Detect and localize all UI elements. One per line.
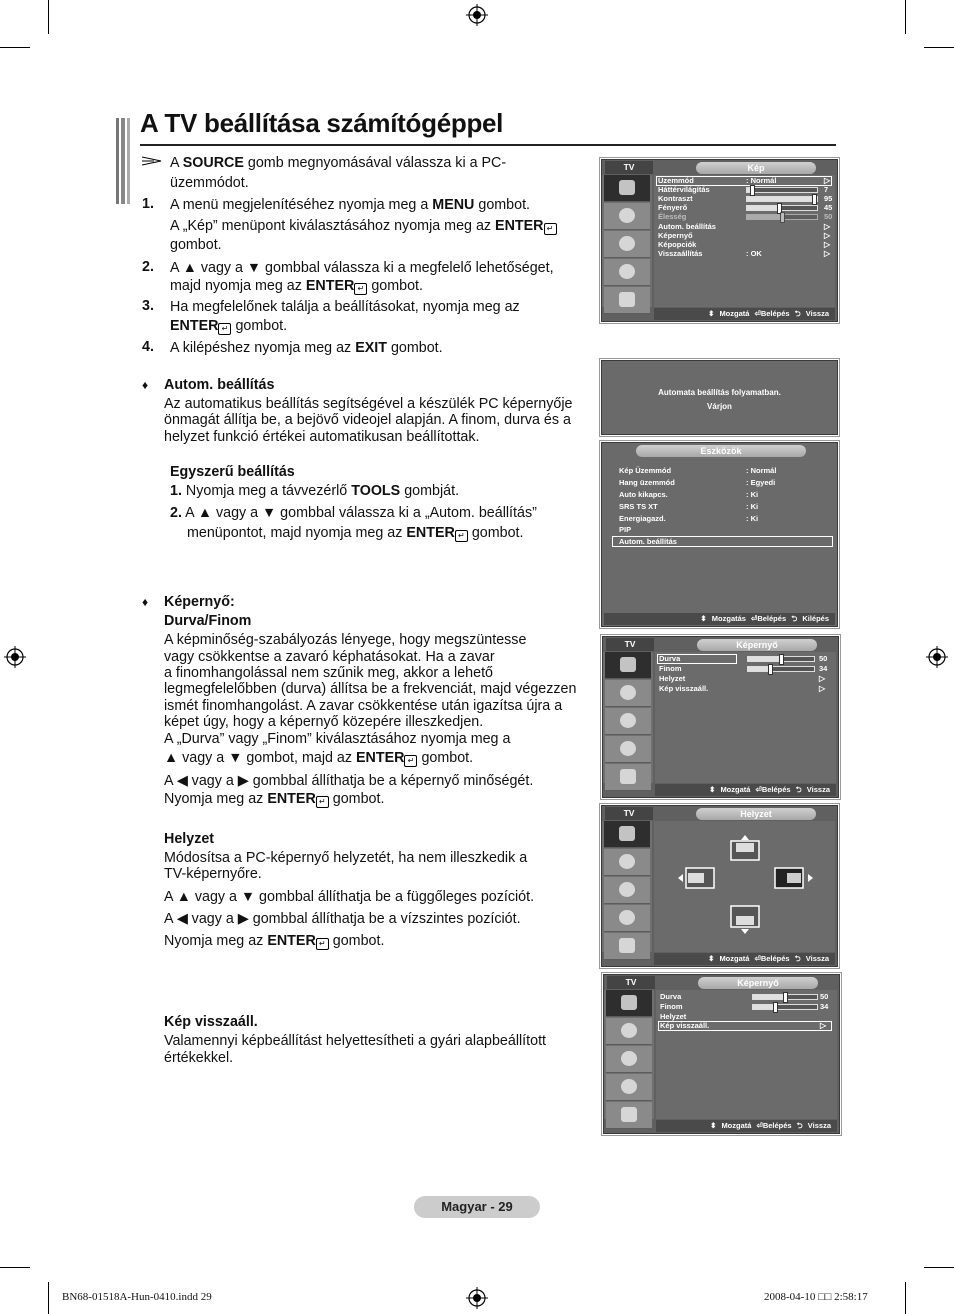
arrow-right-icon: ▷ (824, 249, 831, 258)
setup-icon[interactable] (604, 905, 650, 932)
autom-text: Az automatikus beállítás segítségével a készülék PC képernyője (164, 396, 573, 412)
menu-row[interactable]: Fényerő 45 (658, 203, 833, 212)
menu-row[interactable]: Durva 50 (659, 654, 828, 663)
tv-label: TV (607, 976, 655, 989)
crop-mark (905, 1282, 906, 1314)
sound-icon[interactable] (606, 1018, 652, 1045)
slider-bar[interactable] (747, 666, 815, 672)
step-number: 3. (142, 298, 154, 314)
kepernyo-text: A „Durva” vagy „Finom” kiválasztásához nyomja meg a (164, 731, 511, 747)
title-rule (140, 144, 836, 146)
arrow-right-icon: ▷ (819, 674, 826, 683)
bullet-diamond-icon: ♦ (142, 378, 149, 392)
menu-row[interactable]: Háttérvilágítás 7 (658, 185, 829, 194)
enter-icon: ↵ (316, 938, 329, 950)
crop-mark (48, 1282, 49, 1314)
kepernyo-text: ▲ vagy a ▼ gombot, majd az ENTER ↵ gombot. (164, 750, 474, 766)
slider-bar[interactable] (747, 656, 815, 662)
menu-footer: ⬍ Mozgatá ⏎Belépés ⮌ Vissza (655, 784, 836, 796)
tv-screen-picture-menu (601, 159, 838, 322)
menu-row[interactable]: Helyzet ▷ (659, 674, 826, 683)
kepernyo-text: legmegfelelőbben (durva) állítsa be a frekvenciát, majd végezzen (164, 681, 577, 697)
enter-icon: ↵ (354, 283, 367, 295)
autom-heading: Autom. beállítás (164, 377, 275, 393)
title-side-bar (116, 118, 130, 204)
menu-body (654, 175, 835, 307)
enter-icon: ↵ (218, 323, 231, 335)
position-down-icon (730, 905, 760, 935)
menu-row[interactable]: Finom 34 (660, 1002, 829, 1011)
menu-body (655, 652, 836, 783)
tv-screen-screen-menu (602, 636, 839, 798)
position-left-icon (678, 866, 716, 890)
step-1-line-1: A menü megjelenítéséhez nyomja meg a MENU gombot. (170, 197, 531, 213)
step-1-line-3: gombot. (170, 237, 222, 253)
setup-icon[interactable] (606, 1074, 652, 1101)
step-3-line-2: ENTER ↵ gombot. (170, 318, 288, 334)
channel-icon[interactable] (604, 231, 650, 258)
slider-bar[interactable] (746, 205, 818, 211)
registration-mark-icon (926, 646, 948, 668)
kepernyo-text: vagy csökkentse a zavaró képhatásokat. Ha a zavar (164, 649, 495, 665)
kepernyo-text: A képminőség-szabályozás lényege, hogy megszüntesse (164, 632, 527, 648)
menu-row[interactable]: Képernyő ▷ (658, 231, 831, 240)
menu-header: Kép (696, 162, 816, 174)
footer-file: BN68-01518A-Hun-0410.indd 29 (62, 1291, 212, 1303)
kepernyo-text: ismét finomhangolást. A zavar csökkentése után igazítsa újra a (164, 698, 563, 714)
slider-bar[interactable] (746, 214, 818, 220)
menu-icon-column (602, 175, 652, 307)
helyzet-text: A ◀ vagy a ▶ gombbal állíthatja be a vízszintes pozíciót. (164, 911, 521, 927)
tools-row[interactable]: Autom. beállítás (619, 537, 677, 546)
enter-icon: ↵ (544, 223, 557, 235)
menu-row[interactable]: Élesség 50 (658, 212, 833, 221)
tv-label: TV (605, 161, 653, 174)
step-number: 4. (142, 339, 154, 355)
menu-row[interactable]: Autom. beállítás ▷ (658, 222, 831, 231)
enter-icon: ↵ (316, 796, 329, 808)
step-1-line-2: A „Kép” menüpont kiválasztásához nyomja meg az ENTER ↵ (170, 217, 557, 235)
position-up-icon (730, 835, 760, 861)
step-2-line-1: A ▲ vagy a ▼ gombbal válassza ki a megfelelő lehetőséget, (170, 260, 554, 276)
setup-icon[interactable] (605, 736, 651, 763)
sound-icon[interactable] (604, 849, 650, 876)
picture-icon[interactable] (604, 821, 650, 848)
helyzet-text: A ▲ vagy a ▼ gombbal állíthatja be a függőleges pozíciót. (164, 889, 535, 905)
helyzet-text: Nyomja meg az ENTER ↵ gombot. (164, 933, 385, 949)
menu-footer: ⬍ Mozgatá ⏎Belépés ⮌ Vissza (654, 953, 835, 965)
channel-icon[interactable] (605, 708, 651, 735)
tools-row[interactable]: PIP (619, 525, 632, 534)
footer-date: 2008-04-10 □□ 2:58:17 (764, 1291, 868, 1303)
kepernyo-sub: Durva/Finom (164, 613, 252, 629)
menu-row[interactable]: Helyzet (660, 1012, 687, 1021)
tv-screen-tools-menu (601, 442, 838, 627)
arrow-right-icon: ▷ (824, 231, 831, 240)
slider-bar[interactable] (752, 1004, 818, 1010)
channel-icon[interactable] (604, 877, 650, 904)
easy-step-1: 1. Nyomja meg a távvezérlő TOOLS gombját. (170, 483, 460, 499)
crop-mark (0, 47, 30, 48)
menu-icon-column (603, 652, 653, 783)
reset-heading: Kép visszaáll. (164, 1014, 258, 1030)
step-number: 2. (142, 259, 154, 275)
menu-header: Eszközök (636, 445, 806, 457)
reset-text: Valamennyi képbeállítást helyettesítheti a gyári alapbeállított (164, 1033, 547, 1049)
picture-icon[interactable] (604, 175, 650, 202)
enter-icon: ↵ (404, 755, 417, 767)
page-number-badge: Magyar - 29 (414, 1196, 540, 1218)
tools-row[interactable]: Hang üzemmód : Egyedi (619, 478, 776, 487)
tv-label: TV (606, 638, 654, 651)
tv-screen-position (601, 805, 838, 967)
input-icon[interactable] (606, 1102, 652, 1129)
channel-icon[interactable] (606, 1046, 652, 1073)
menu-row[interactable]: Kontraszt 95 (658, 194, 833, 203)
input-icon[interactable] (604, 287, 650, 314)
setup-icon[interactable] (604, 259, 650, 286)
registration-mark-icon (466, 4, 488, 26)
menu-row[interactable]: Visszaállítás : OK ▷ (658, 249, 831, 258)
kepernyo-text: a finomhangolással nem szűnik meg, akkor a lehető (164, 665, 494, 681)
menu-body (654, 821, 835, 952)
menu-icon-column (604, 990, 654, 1119)
crop-mark (48, 0, 49, 34)
menu-row[interactable]: Képopciók ▷ (658, 240, 831, 249)
helyzet-heading: Helyzet (164, 831, 215, 847)
arrow-right-icon: ▷ (824, 222, 831, 231)
menu-icon-column (602, 821, 652, 952)
page-title: A TV beállítása számítógéppel (140, 108, 504, 138)
kepernyo-heading: Képernyő: (164, 594, 235, 610)
intro-line-2: üzemmódot. (170, 175, 249, 191)
step-number: 1. (142, 196, 154, 212)
autom-text: önmagát állítja be, a bejövő videojel alapján. A finom, durva és a (164, 412, 571, 428)
tv-screen-screen-menu-reset (603, 974, 840, 1134)
menu-row[interactable]: Durva 50 (660, 992, 829, 1001)
tools-row[interactable]: SRS TS XT : Ki (619, 502, 759, 511)
slider-bar[interactable] (752, 994, 818, 1000)
menu-row[interactable]: Finom 34 (659, 664, 828, 673)
easy-step-2: 2. A ▲ vagy a ▼ gombbal válassza ki a „Autom. beállítás” (170, 505, 537, 521)
helyzet-text: TV-képernyőre. (164, 866, 262, 882)
kepernyo-text: képet úgy, hogy a képernyő közepére illeszkedjen. (164, 714, 484, 730)
helyzet-text: Módosítsa a PC-képernyő helyzetét, ha nem illeszkedik a (164, 850, 528, 866)
slider-bar[interactable] (746, 187, 818, 193)
kepernyo-text: Nyomja meg az ENTER ↵ gombot. (164, 791, 385, 807)
arrow-right-icon: ▷ (820, 1021, 827, 1030)
reset-text: értékekkel. (164, 1050, 234, 1066)
progress-wait: Várjon (707, 402, 732, 411)
crop-mark (905, 0, 906, 34)
menu-header: Helyzet (696, 808, 816, 820)
registration-mark-icon (466, 1287, 488, 1309)
tv-screen-auto-adjust-progress (601, 360, 838, 435)
tools-row[interactable]: Energiagazd. : Ki (619, 514, 759, 523)
menu-header: Képernyő (698, 977, 818, 989)
menu-body (656, 990, 837, 1119)
arrow-right-icon: ▷ (824, 240, 831, 249)
sound-icon[interactable] (605, 680, 651, 707)
tools-row[interactable]: Auto kikapcs. : Ki (619, 490, 759, 499)
arrow-right-icon: ▷ (824, 176, 831, 185)
picture-icon[interactable] (606, 990, 652, 1017)
step-4-line-1: A kilépéshez nyomja meg az EXIT gombot. (170, 340, 443, 356)
slider-bar[interactable] (746, 196, 818, 202)
arrow-right-icon: ▷ (819, 684, 826, 693)
step-2-line-2: majd nyomja meg az ENTER ↵ gombot. (170, 278, 424, 294)
menu-row[interactable]: Kép visszaáll. ▷ (660, 1021, 827, 1030)
step-3-line-1: Ha megfelelőnek találja a beállításokat, nyomja meg az (170, 299, 520, 315)
menu-row[interactable]: Üzemmód : Normál ▷ (658, 176, 831, 185)
bullet-diamond-icon: ♦ (142, 595, 149, 609)
note-arrow-icon (142, 156, 162, 166)
kepernyo-text: A ◀ vagy a ▶ gombbal állíthatja be a képernyő minőségét. (164, 773, 534, 789)
registration-mark-icon (4, 646, 26, 668)
input-icon[interactable] (604, 933, 650, 960)
menu-footer: ⬍ Mozgatás ⏎Belépés ⮌ Kilépés (604, 613, 835, 625)
position-right-icon (774, 866, 814, 890)
progress-message: Automata beállítás folyamatban. (658, 388, 781, 397)
menu-footer: ⬍ Mozgatá ⏎Belépés ⮌ Vissza (656, 1120, 837, 1132)
crop-mark (0, 1267, 30, 1268)
enter-icon: ↵ (455, 530, 468, 542)
menu-header: Képernyő (697, 639, 817, 651)
easy-step-2-line-2: menüpontot, majd nyomja meg az ENTER ↵ gombot. (187, 525, 524, 541)
menu-row[interactable]: Kép visszaáll. ▷ (659, 684, 826, 693)
menu-footer: ⬍ Mozgatá ⏎Belépés ⮌ Vissza (654, 308, 835, 320)
input-icon[interactable] (605, 764, 651, 791)
intro-line-1: A SOURCE gomb megnyomásával válassza ki a PC- (170, 155, 507, 171)
easy-heading: Egyszerű beállítás (170, 464, 295, 480)
autom-text: helyzet funkció értékei automatikusan beállítottak. (164, 429, 480, 445)
sound-icon[interactable] (604, 203, 650, 230)
tv-label: TV (605, 807, 653, 820)
crop-mark (924, 1267, 954, 1268)
tools-row[interactable]: Kép Üzemmód : Normál (619, 466, 777, 475)
picture-icon[interactable] (605, 652, 651, 679)
crop-mark (924, 47, 954, 48)
